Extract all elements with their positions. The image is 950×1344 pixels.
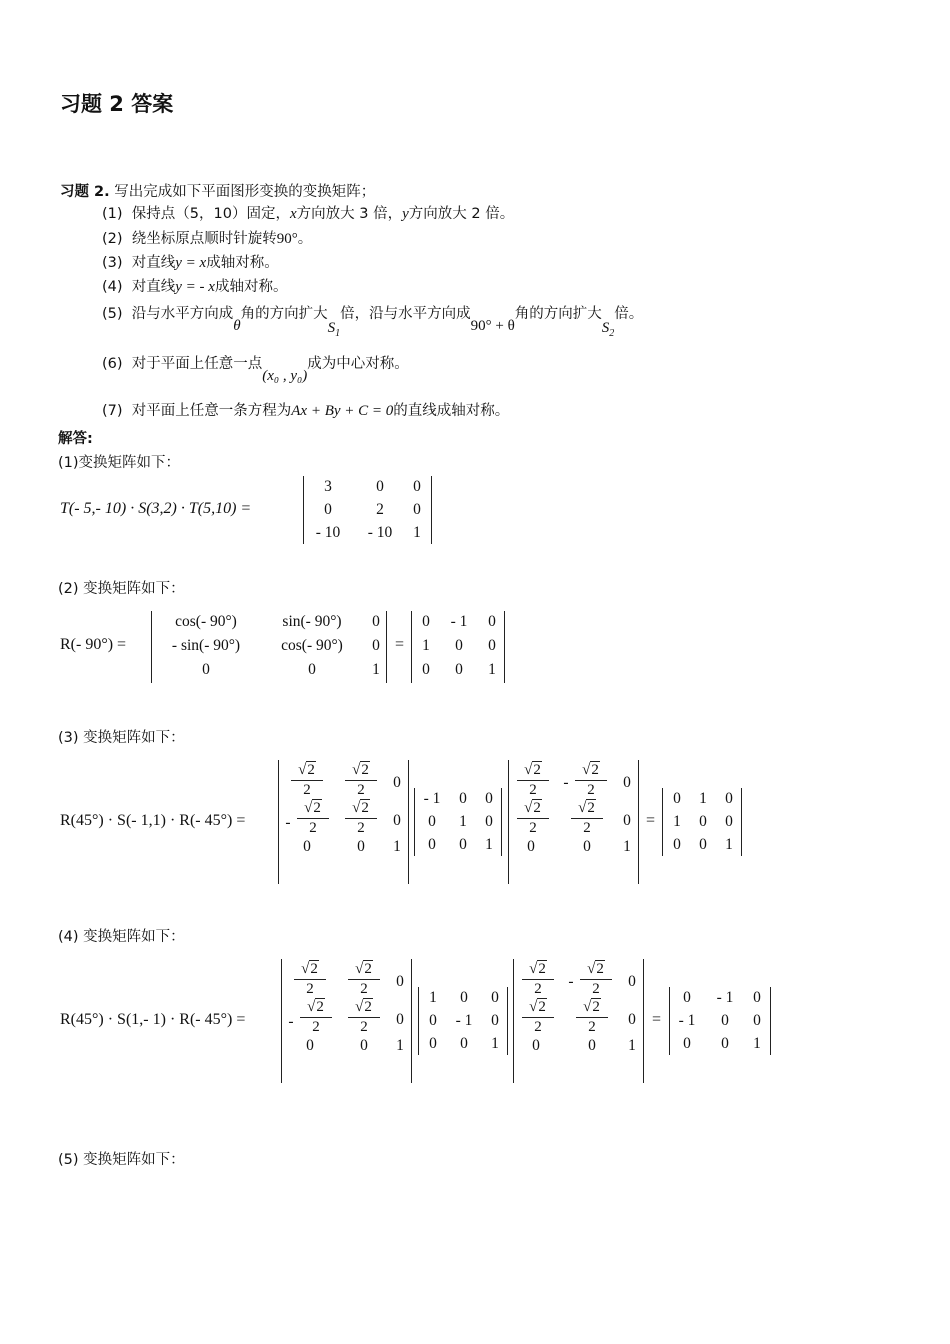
item-text: 角的方向扩大 — [240, 306, 328, 322]
item-text: 对于平面上任意一点 — [131, 356, 263, 372]
denominator: 2 — [306, 981, 314, 997]
fraction-sqrt2-over-2: √2 2 — [520, 961, 556, 998]
radicand: 2 — [592, 999, 600, 1015]
matrix-cell: 0 — [372, 637, 380, 654]
matrix-cell: 0 — [491, 989, 499, 1006]
equation: y = - x — [175, 279, 215, 295]
answer-3-equals: = — [646, 812, 656, 829]
fraction-sqrt2-over-2: √2 2 — [295, 800, 331, 837]
var-y: y — [402, 206, 409, 222]
fraction-sqrt2-over-2: √2 2 — [298, 999, 334, 1036]
matrix-cell: 0 — [588, 1037, 596, 1054]
matrix-cell: 0 — [683, 1035, 691, 1052]
answer-4-result-matrix — [669, 987, 771, 1055]
denominator: 2 — [588, 1019, 596, 1035]
answer-2-equals: = — [395, 636, 405, 653]
item-number: (6) — [102, 356, 123, 372]
radicand: 2 — [361, 762, 369, 778]
s2-subscript: 2 — [609, 328, 615, 339]
item-number: (4) — [102, 279, 123, 295]
matrix-cell: 0 — [753, 989, 761, 1006]
fraction-sqrt2-over-2: √2 2 — [574, 999, 610, 1036]
matrix-cell: 0 — [725, 813, 733, 830]
matrix-cell: 0 — [623, 812, 631, 829]
item-number: (3) — [102, 255, 123, 271]
matrix-cell: 1 — [459, 813, 467, 830]
item-4 — [102, 275, 287, 296]
fraction-sqrt2-over-2: √2 2 — [343, 800, 379, 837]
item-2 — [102, 227, 312, 248]
item-7 — [102, 399, 509, 420]
answer-4-label: (4) 变换矩阵如下： — [58, 929, 185, 945]
matrix-cell: 0 — [324, 501, 332, 518]
radicand: 2 — [596, 961, 604, 977]
fraction-sqrt2-over-2: √2 2 — [343, 762, 379, 799]
item-5 — [102, 302, 644, 339]
answer-3-rotation-matrix — [278, 760, 409, 884]
matrix-cell: 0 — [202, 661, 210, 678]
denominator: 2 — [529, 782, 537, 798]
denominator: 2 — [583, 820, 591, 836]
item-text: 的直线成轴对称。 — [393, 403, 510, 419]
answer-5-label: (5) 变换矩阵如下： — [58, 1152, 185, 1168]
matrix-cell: - 1 — [455, 1012, 473, 1029]
item-3 — [102, 251, 279, 272]
answer-4-equals: = — [652, 1011, 662, 1028]
fraction-sqrt2-over-2: √2 2 — [515, 800, 551, 837]
matrix-cell: 0 — [357, 838, 365, 855]
denominator: 2 — [529, 820, 537, 836]
matrix-cell: cos(- 90°) — [175, 613, 237, 630]
radicand: 2 — [313, 800, 321, 816]
matrix-cell: 0 — [422, 661, 430, 678]
matrix-cell: 0 — [455, 661, 463, 678]
matrix-cell: 0 — [628, 973, 636, 990]
problem-statement — [60, 180, 375, 201]
radicand: 2 — [310, 961, 318, 977]
matrix-cell: 0 — [673, 790, 681, 807]
radicand: 2 — [364, 961, 372, 977]
matrix-cell: 0 — [372, 613, 380, 630]
minus-sign: - — [568, 973, 574, 990]
answer-3-result-matrix — [662, 788, 742, 856]
radicand: 2 — [307, 762, 315, 778]
matrix-cell: 0 — [396, 973, 404, 990]
answer-2-matrix-1 — [151, 611, 387, 683]
radicand: 2 — [591, 762, 599, 778]
item-text: 对平面上任意一条方程为 — [131, 403, 292, 419]
denominator: 2 — [309, 820, 317, 836]
matrix-cell: 0 — [459, 790, 467, 807]
denominator: 2 — [534, 981, 542, 997]
answer-1-lhs: T(- 5,- 10) · S(3,2) · T(5,10) = — [60, 500, 252, 517]
radicand: 2 — [361, 800, 369, 816]
matrix-cell: 0 — [488, 613, 496, 630]
matrix-cell: 0 — [699, 836, 707, 853]
item-text: 成为中心对称。 — [307, 356, 409, 372]
matrix-cell: 0 — [459, 836, 467, 853]
matrix-cell: - 1 — [450, 613, 468, 630]
matrix-cell: 1 — [673, 813, 681, 830]
matrix-cell: 0 — [721, 1035, 729, 1052]
matrix-cell: 0 — [699, 813, 707, 830]
matrix-cell: 0 — [306, 1037, 314, 1054]
denominator: 2 — [357, 820, 365, 836]
s2 — [601, 320, 615, 339]
matrix-cell: 0 — [413, 501, 421, 518]
radicand: 2 — [364, 999, 372, 1015]
matrix-cell: 3 — [324, 478, 332, 495]
item-text: 绕坐标原点顺时针旋转 — [131, 231, 277, 247]
angle: 90° — [276, 231, 298, 247]
matrix-cell: 1 — [699, 790, 707, 807]
radicand: 2 — [533, 800, 541, 816]
matrix-cell: 0 — [628, 1011, 636, 1028]
answer-4-inverse-rotation-matrix — [513, 959, 644, 1083]
matrix-cell: 0 — [485, 813, 493, 830]
matrix-cell: 0 — [360, 1037, 368, 1054]
matrix-cell: 0 — [303, 838, 311, 855]
theta: θ — [233, 318, 241, 334]
s2-letter: S — [601, 320, 610, 336]
item-text: 保持点（5，10）固定， — [131, 206, 290, 222]
denominator: 2 — [312, 1019, 320, 1035]
matrix-cell: 0 — [429, 1012, 437, 1029]
matrix-cell: 0 — [393, 774, 401, 791]
matrix-cell: 1 — [393, 838, 401, 855]
matrix-cell: - 10 — [315, 524, 341, 541]
matrix-cell: 0 — [460, 989, 468, 1006]
equation: Ax + By + C = 0 — [291, 403, 394, 419]
radicand: 2 — [587, 800, 595, 816]
matrix-cell: 1 — [628, 1037, 636, 1054]
matrix-cell: 1 — [422, 637, 430, 654]
item-text: 对直线 — [131, 255, 176, 271]
matrix-cell: - 10 — [367, 524, 393, 541]
matrix-cell: 1 — [725, 836, 733, 853]
matrix-cell: 1 — [491, 1035, 499, 1052]
matrix-cell: 0 — [532, 1037, 540, 1054]
item-number: (5) — [102, 306, 123, 322]
matrix-cell: 0 — [488, 637, 496, 654]
answer-3-lhs: R(45°) · S(- 1,1) · R(- 45°) = — [60, 812, 246, 829]
equation: y = x — [175, 255, 207, 271]
answer-3-label: (3) 变换矩阵如下： — [58, 730, 185, 746]
item-text: 对直线 — [131, 279, 176, 295]
answer-2-label: (2) 变换矩阵如下： — [58, 581, 185, 597]
item-text: 倍，沿与水平方向成 — [340, 306, 471, 322]
denominator: 2 — [592, 981, 600, 997]
matrix-cell: sin(- 90°) — [282, 613, 342, 630]
answer-2-lhs: R(- 90°) = — [60, 636, 127, 653]
matrix-cell: 1 — [413, 524, 421, 541]
page-title: 习题 2 答案 — [60, 92, 174, 116]
s1-subscript: 1 — [335, 328, 341, 339]
matrix-cell: 1 — [396, 1037, 404, 1054]
matrix-cell: 1 — [429, 989, 437, 1006]
matrix-cell: 1 — [488, 661, 496, 678]
item-text: 方向放大 3 倍， — [296, 206, 403, 222]
matrix-cell: 0 — [429, 1035, 437, 1052]
fraction-sqrt2-over-2: √2 2 — [292, 961, 328, 998]
matrix-cell: 1 — [623, 838, 631, 855]
matrix-cell: - sin(- 90°) — [171, 637, 241, 654]
matrix-cell: 0 — [422, 613, 430, 630]
minus-sign: - — [285, 814, 291, 831]
var-x: x — [289, 206, 297, 222]
minus-sign: - — [288, 1013, 294, 1030]
item-text: 。 — [297, 231, 313, 247]
matrix-cell: 1 — [372, 661, 380, 678]
answer-2-matrix-2 — [411, 611, 505, 683]
radicand: 2 — [533, 762, 541, 778]
problem-text: 写出完成如下平面图形变换的变换矩阵； — [114, 184, 376, 200]
matrix-cell: 0 — [308, 661, 316, 678]
fraction-sqrt2-over-2: √2 2 — [346, 961, 382, 998]
matrix-cell: 0 — [428, 836, 436, 853]
matrix-cell: 0 — [753, 1012, 761, 1029]
matrix-cell: 0 — [396, 1011, 404, 1028]
item-1 — [102, 202, 514, 223]
denominator: 2 — [534, 1019, 542, 1035]
matrix-cell: 1 — [753, 1035, 761, 1052]
matrix-cell: 0 — [413, 478, 421, 495]
matrix-cell: - 1 — [423, 790, 441, 807]
answer-1-matrix — [303, 476, 432, 544]
item-text: 沿与水平方向成 — [131, 306, 234, 322]
answer-3-scale-matrix — [414, 788, 502, 856]
denominator: 2 — [587, 782, 595, 798]
matrix-cell: 0 — [393, 812, 401, 829]
matrix-cell: 0 — [428, 813, 436, 830]
fraction-sqrt2-over-2: √2 2 — [520, 999, 556, 1036]
point: (x₀ , y₀) — [262, 368, 308, 384]
answer-4-scale-matrix — [418, 987, 508, 1055]
radicand: 2 — [538, 999, 546, 1015]
matrix-cell: 0 — [455, 637, 463, 654]
answer-4-rotation-matrix — [281, 959, 412, 1083]
matrix-cell: 0 — [683, 989, 691, 1006]
item-text: 成轴对称。 — [214, 279, 288, 295]
item-number: (2) — [102, 231, 123, 247]
denominator: 2 — [357, 782, 365, 798]
denominator: 2 — [303, 782, 311, 798]
fraction-sqrt2-over-2: √2 2 — [569, 800, 605, 837]
answer-1-label: (1)变换矩阵如下： — [58, 455, 181, 471]
angle: 90° + θ — [470, 318, 515, 334]
minus-sign: - — [563, 774, 569, 791]
denominator: 2 — [360, 981, 368, 997]
matrix-cell: 0 — [673, 836, 681, 853]
fraction-sqrt2-over-2: √2 2 — [578, 961, 614, 998]
problem-label: 习题 2. — [60, 184, 110, 200]
matrix-cell: 2 — [376, 501, 384, 518]
radicand: 2 — [316, 999, 324, 1015]
matrix-cell: 0 — [725, 790, 733, 807]
fraction-sqrt2-over-2: √2 2 — [346, 999, 382, 1036]
denominator: 2 — [360, 1019, 368, 1035]
matrix-cell: 0 — [527, 838, 535, 855]
fraction-sqrt2-over-2: √2 2 — [515, 762, 551, 799]
item-text: 方向放大 2 倍。 — [408, 206, 515, 222]
item-text: 成轴对称。 — [206, 255, 279, 271]
item-number: (7) — [102, 403, 123, 419]
matrix-cell: - 1 — [678, 1012, 696, 1029]
matrix-cell: cos(- 90°) — [281, 637, 343, 654]
matrix-cell: 0 — [485, 790, 493, 807]
matrix-cell: - 1 — [716, 989, 734, 1006]
item-text: 倍。 — [614, 306, 644, 322]
item-number: (1) — [102, 206, 123, 222]
item-6 — [102, 352, 409, 384]
answer-label: 解答: — [58, 431, 93, 447]
matrix-cell: 0 — [460, 1035, 468, 1052]
answer-3-inverse-rotation-matrix — [508, 760, 639, 884]
s1-letter: S — [327, 320, 336, 336]
answer-4-lhs: R(45°) · S(1,- 1) · R(- 45°) = — [60, 1011, 246, 1028]
s1 — [327, 320, 341, 339]
radicand: 2 — [538, 961, 546, 977]
matrix-cell: 1 — [485, 836, 493, 853]
matrix-cell: 0 — [491, 1012, 499, 1029]
fraction-sqrt2-over-2: √2 2 — [289, 762, 325, 799]
matrix-cell: 0 — [721, 1012, 729, 1029]
fraction-sqrt2-over-2: √2 2 — [573, 762, 609, 799]
matrix-cell: 0 — [583, 838, 591, 855]
matrix-cell: 0 — [623, 774, 631, 791]
matrix-cell: 0 — [376, 478, 384, 495]
item-text: 角的方向扩大 — [514, 306, 602, 322]
